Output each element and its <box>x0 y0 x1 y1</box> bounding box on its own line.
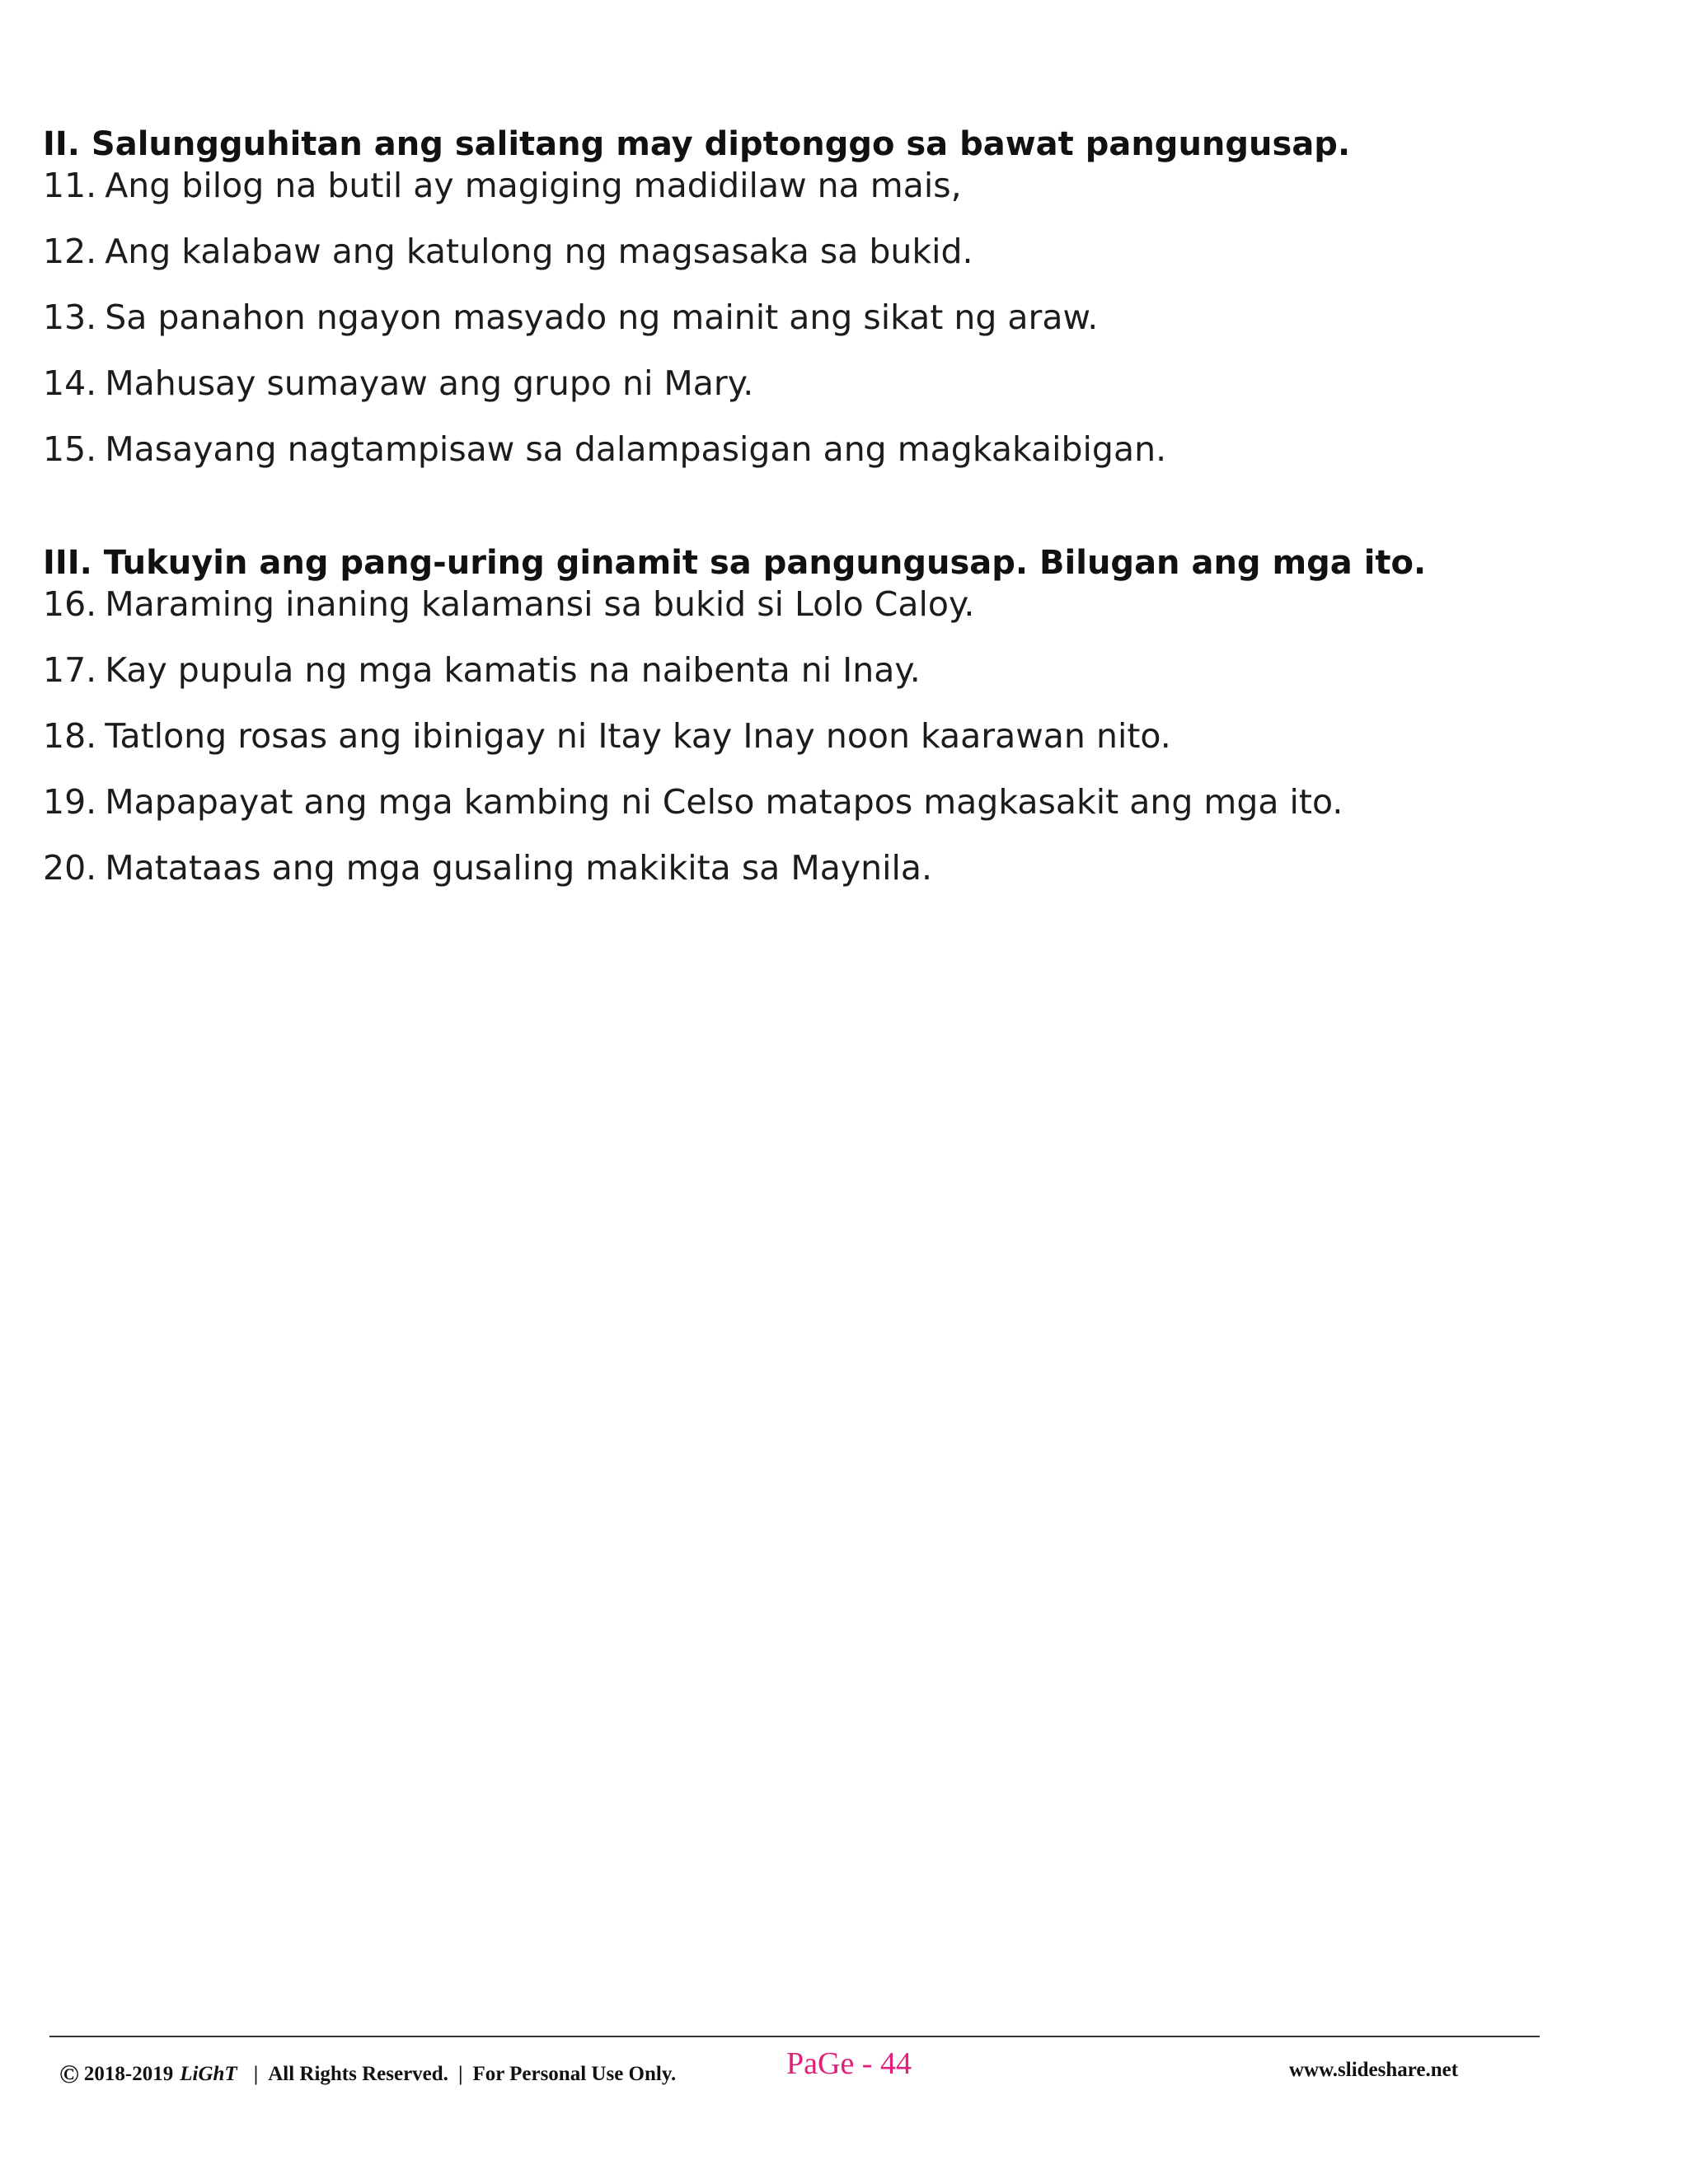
section-iii-heading: III. Tukuyin ang pang-uring ginamit sa pangungusap. Bilugan ang mga ito. <box>43 544 1427 582</box>
item-text: Ang kalabaw ang katulong ng magsasaka sa bukid. <box>105 232 973 271</box>
section-ii-heading: II. Salungguhitan ang salitang may diptonggo sa bawat pangungusap. <box>43 125 1351 163</box>
section-ii-list <box>43 165 1642 470</box>
item-text: Ang bilog na butil ay magiging madidilaw na mais, <box>105 166 962 205</box>
footer-rights: All Rights Reserved. <box>268 2063 448 2085</box>
item-text: Masayang nagtampisaw sa dalampasigan ang magkakaibigan. <box>105 429 1167 469</box>
item-number: 20. <box>43 848 97 888</box>
footer-copyright <box>59 2059 676 2089</box>
footer-usage: For Personal Use Only. <box>472 2063 677 2085</box>
item-text: Kay pupula ng mga kamatis na naibenta ni Inay. <box>105 650 921 690</box>
item-number: 11. <box>43 166 97 205</box>
item-text: Maraming inaning kalamansi sa bukid si Lolo Caloy. <box>105 584 975 624</box>
item-text: Sa panahon ngayon masyado ng mainit ang sikat ng araw. <box>105 298 1099 337</box>
footer-divider <box>49 2036 1540 2037</box>
page-footer <box>59 2044 1543 2093</box>
list-item <box>43 649 1642 691</box>
footer-website: www.slideshare.net <box>1289 2059 1459 2081</box>
copyright-icon: © <box>59 2059 79 2088</box>
list-item <box>43 847 1642 888</box>
footer-org: LiGhT <box>180 2063 237 2085</box>
page-number: PaGe - 44 <box>786 2046 912 2081</box>
list-item <box>43 715 1642 757</box>
list-item <box>43 781 1642 823</box>
item-number: 17. <box>43 650 97 690</box>
item-number: 19. <box>43 782 97 822</box>
footer-years: 2018-2019 <box>83 2063 174 2085</box>
item-number: 16. <box>43 584 97 624</box>
list-item <box>43 231 1642 272</box>
list-item <box>43 297 1642 338</box>
list-item <box>43 429 1642 470</box>
item-text: Mapapayat ang mga kambing ni Celso matapos magkasakit ang mga ito. <box>105 782 1343 822</box>
list-item <box>43 583 1642 625</box>
footer-separator: | <box>457 2063 463 2085</box>
item-text: Matataas ang mga gusaling makikita sa Maynila. <box>105 848 933 888</box>
section-iii <box>43 542 1642 913</box>
list-item <box>43 165 1642 206</box>
item-text: Mahusay sumayaw ang grupo ni Mary. <box>105 363 754 403</box>
item-number: 14. <box>43 363 97 403</box>
section-iii-list <box>43 583 1642 888</box>
list-item <box>43 363 1642 404</box>
item-number: 13. <box>43 298 97 337</box>
item-text: Tatlong rosas ang ibinigay ni Itay kay Inay noon kaarawan nito. <box>105 716 1171 756</box>
item-number: 12. <box>43 232 97 271</box>
item-number: 18. <box>43 716 97 756</box>
section-ii <box>43 124 1642 494</box>
item-number: 15. <box>43 429 97 469</box>
footer-separator: | <box>253 2063 259 2085</box>
